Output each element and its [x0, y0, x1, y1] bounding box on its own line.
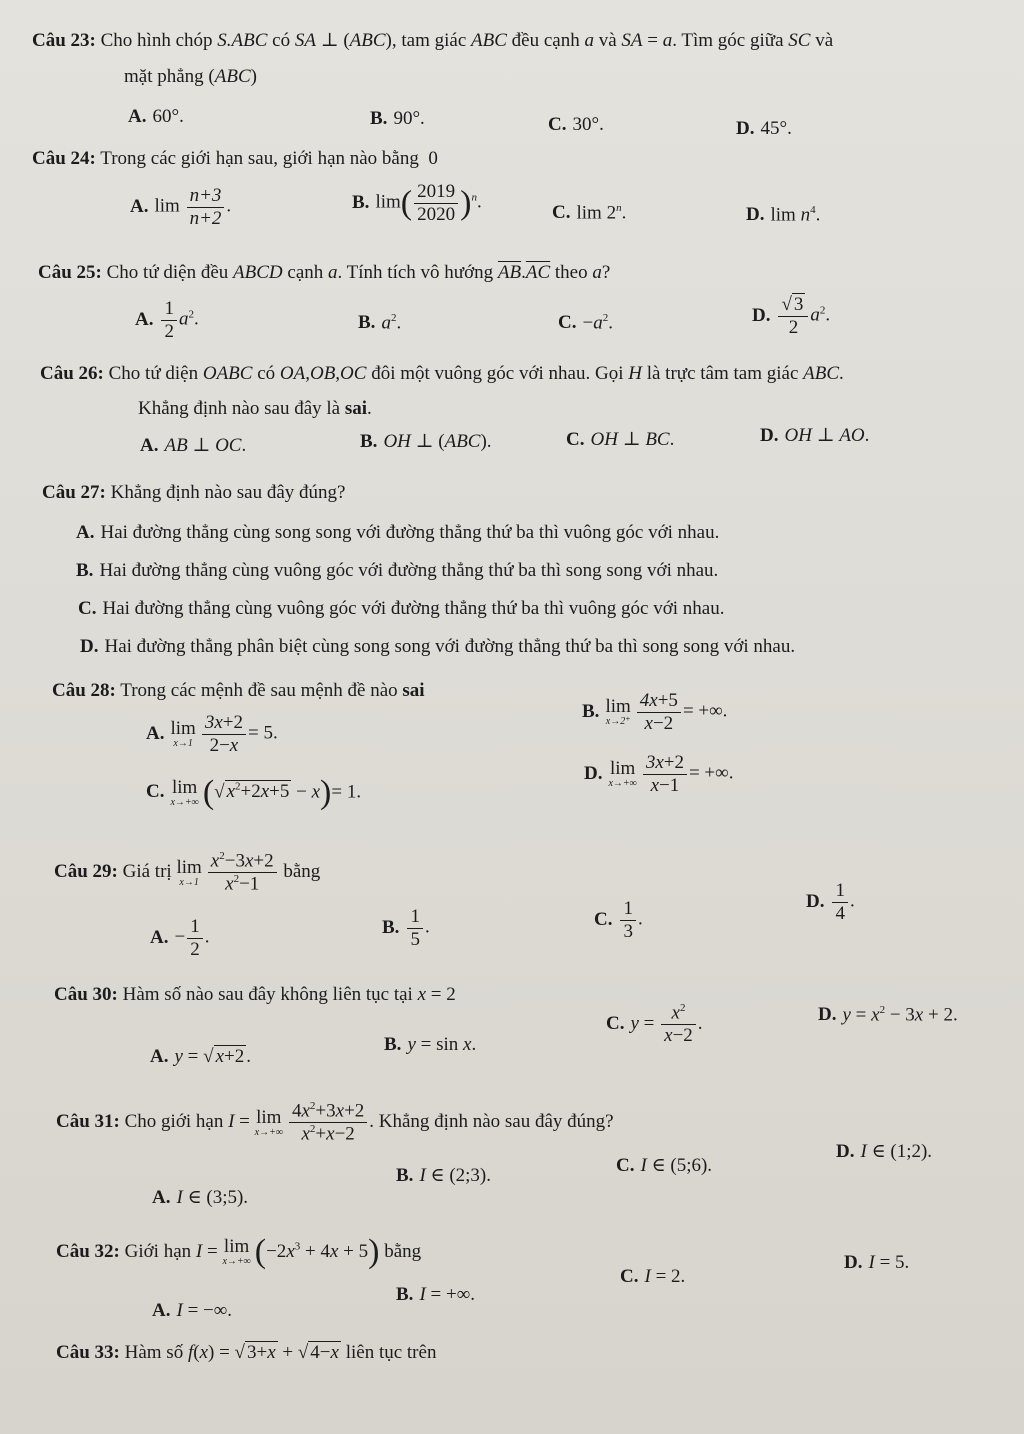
option-24-d: D. $\lim n^4$.: [746, 204, 821, 226]
option-26-b: B. OH ⊥ (ABC).: [360, 431, 492, 452]
option-32-a: A. I = −∞.: [152, 1300, 233, 1321]
question-32: Câu 32: Giới hạn I = lim x→+∞ $(-2x^3 + 4x + 5)$ bằng: [56, 1233, 422, 1270]
question-27: [42, 482, 345, 505]
question-23: Câu 23: Cho hình chóp S.ABC có SA ⊥ (ABC), tam giác ABC đều cạnh a và SA = a. Tìm góc giữa SC và: [32, 30, 834, 51]
question-number: Câu 31:: [56, 1111, 120, 1133]
question-25: Câu 25: Cho tứ diện đều ABCD cạnh a. Tính tích vô hướng $\overline{AB}.\overline{AC}$ theo a?: [38, 262, 611, 283]
option-27-c: C. Hai đường thẳng cùng vuông góc với đường thẳng thứ ba thì vuông góc với nhau.: [78, 598, 725, 619]
question-number: Câu 28:: [52, 680, 116, 701]
option-23-c: C. 30°.: [548, 114, 604, 135]
option-25-c: C. $-a^2$.: [558, 312, 613, 334]
question-31: Câu 31: Cho giới hạn I = lim x→+∞ $\frac{4x^2+3x+2}{x^2+x-2}$ . Khẳng định nào sau đây đúng?: [56, 1100, 614, 1145]
option-29-b: B. $\frac{1}{5}$ .: [382, 906, 430, 950]
question-number: Câu 32:: [56, 1240, 120, 1262]
option-25-b: B. $a^2$.: [358, 312, 402, 334]
option-26-c: C. OH ⊥ BC.: [566, 429, 675, 450]
option-31-a: A. I ∈ (3;5).: [152, 1187, 249, 1208]
question-number: Câu 26:: [40, 363, 104, 384]
option-26-d: D. OH ⊥ AO.: [760, 425, 870, 446]
option-25-a: A. $\frac{1}{2}$ $a^2$.: [135, 298, 199, 342]
option-32-b: B. I = +∞.: [396, 1284, 475, 1305]
question-24: Câu 24: Trong các giới hạn sau, giới hạn nào bằng 0: [32, 148, 438, 169]
question-number: Câu 25:: [38, 262, 102, 283]
option-28-d: D. lim x→+∞ $\frac{3x+2}{x-1}$ = +∞.: [584, 752, 734, 796]
option-28-b: B. lim x→2⁺ $\frac{4x+5}{x-2}$ = +∞.: [582, 690, 728, 734]
option-29-a: A. − $\frac{1}{2}$ .: [150, 916, 210, 960]
option-30-c: C. y = $\frac{x^2}{x-2}$ .: [606, 1002, 703, 1047]
option-31-c: C. I ∈ (5;6).: [616, 1155, 713, 1176]
option-24-b: B. lim( $\frac{2019}{2020}$ )$^n$.: [352, 181, 482, 225]
option-32-d: D. I = 5.: [844, 1252, 910, 1273]
question-number: Câu 23:: [32, 30, 96, 51]
question-number: Câu 33:: [56, 1342, 120, 1363]
option-30-a: A. y = √ x+2 .: [150, 1046, 251, 1067]
option-27-a: A. Hai đường thẳng cùng song song với đường thẳng thứ ba thì vuông góc với nhau.: [76, 522, 720, 543]
option-24-c: C. lim 2$^n$.: [552, 202, 627, 224]
option-28-a: A. lim x→1 $\frac{3x+2}{2-x}$ = 5.: [146, 712, 278, 756]
question-29: Câu 29: Giá trị lim x→1 $\frac{x^2-3x+2}{x^2-1}$ bằng: [54, 850, 321, 895]
question-28: Câu 28: Trong các mệnh đề sau mệnh đề nào sai: [52, 680, 425, 701]
question-27-text: Khẳng định nào sau đây đúng?: [110, 482, 346, 503]
option-25-d: D. $\frac{√ 3}{2}$ $a^2$.: [752, 294, 831, 338]
option-23-a: A. 60°.: [128, 106, 184, 127]
option-27-b: B. Hai đường thẳng cùng vuông góc với đường thẳng thứ ba thì song song với nhau.: [76, 560, 719, 581]
option-letter: A.: [76, 522, 95, 543]
question-26: Câu 26: Cho tứ diện OABC có OA,OB,OC đôi một vuông góc với nhau. Gọi H là trực tâm tam giác ABC.: [40, 363, 844, 384]
option-28-c: C. lim x→+∞ (√ $x^2+2x+5 - x)= 1$.: [146, 774, 362, 811]
option-31-b: B. I ∈ (2;3).: [396, 1165, 492, 1186]
option-letter: B.: [76, 560, 94, 581]
question-23-line2: mặt phẳng (ABC): [124, 66, 257, 87]
option-24-a: A. lim $\frac{n+3}{n+2}$ .: [130, 185, 232, 229]
question-30: Câu 30: Hàm số nào sau đây không liên tục tại x = 2: [54, 984, 456, 1005]
option-30-d: D. $y = x^2 - 3x + 2$.: [818, 1004, 958, 1026]
option-31-d: D. I ∈ (1;2).: [836, 1141, 933, 1162]
option-26-a: A. AB ⊥ OC.: [140, 435, 247, 456]
question-number: Câu 27:: [42, 482, 106, 503]
option-letter: C.: [78, 598, 97, 619]
question-26-line2: Khẳng định nào sau đây là sai.: [138, 398, 372, 419]
option-23-b: B. 90°.: [370, 108, 425, 129]
option-32-c: C. I = 2.: [620, 1266, 686, 1287]
option-27-d: D. Hai đường thẳng phân biệt cùng song song với đường thẳng thứ ba thì song song với nhau.: [80, 636, 796, 657]
question-33: Câu 33: Hàm số f(x) = √ 3+x + √ 4−x liên tục trên: [56, 1342, 437, 1363]
option-23-d: D. 45°.: [736, 118, 792, 139]
question-number: Câu 29:: [54, 861, 118, 883]
option-29-d: D. $\frac{1}{4}$ .: [806, 880, 855, 924]
option-30-b: B. y = sin x.: [384, 1034, 477, 1055]
option-29-c: C. $\frac{1}{3}$ .: [594, 898, 643, 942]
question-number: Câu 30:: [54, 984, 118, 1005]
question-number: Câu 24:: [32, 148, 96, 169]
option-letter: D.: [80, 636, 99, 657]
